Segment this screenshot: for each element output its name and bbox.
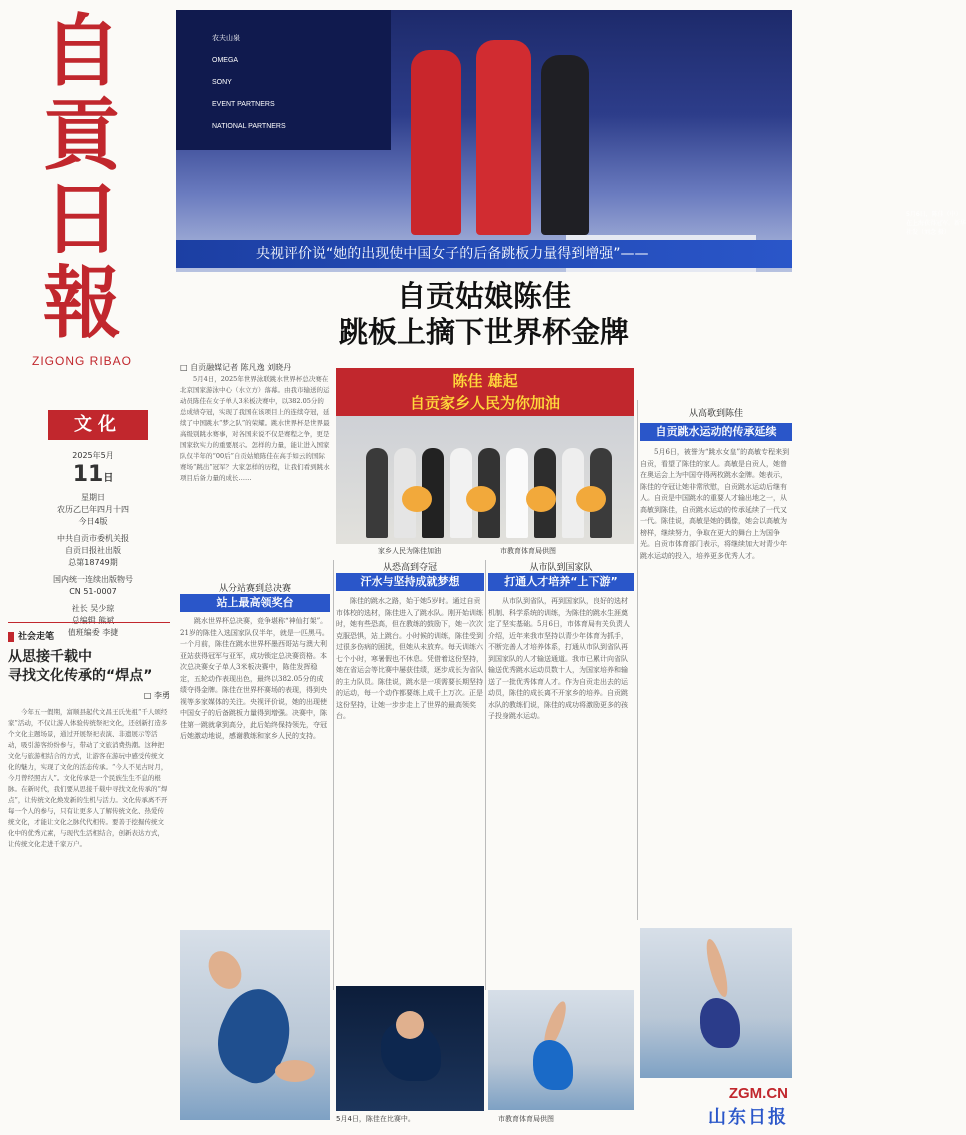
issue-org1: 中共自贡市委机关报 bbox=[57, 534, 129, 543]
section-d-kicker: 从高歌到陈佳 bbox=[688, 409, 743, 419]
diver-legs bbox=[275, 1060, 315, 1082]
masthead-char-1: 自 bbox=[42, 6, 121, 97]
group-photo-caption: 家乡人民为陈佳加油 bbox=[378, 547, 441, 555]
diver-legs bbox=[702, 937, 731, 999]
issue-duty: 值班编委 李捷 bbox=[67, 628, 119, 637]
masthead-pinyin: ZIGONG RIBAO bbox=[31, 354, 132, 368]
masthead-char-3: 日 bbox=[42, 174, 121, 265]
issue-org2: 自贡日报社出版 bbox=[65, 546, 121, 555]
group-person bbox=[506, 448, 528, 538]
issue-day: 11 bbox=[72, 462, 104, 487]
left-article-title-line1: 从思接千载中 bbox=[8, 649, 92, 665]
diving-photo-3 bbox=[488, 990, 634, 1110]
bottom-caption-right: 市教育体育局供图 bbox=[498, 1115, 554, 1123]
headline-banner: 央视评价说“她的出现使中国女子的后备跳板力量得到增强”—— bbox=[176, 240, 792, 268]
top-photo-caption: 5月6日，陈佳（中）在上海获得冠军。新华社发（刘念 摄） bbox=[906, 211, 966, 236]
column-divider bbox=[637, 400, 638, 920]
masthead-char-2: 貢 bbox=[42, 90, 121, 181]
top-photo bbox=[176, 10, 966, 272]
section-label: 文化 bbox=[48, 410, 148, 440]
issue-weekday: 星期日 bbox=[81, 493, 105, 502]
sponsor-logo-4: EVENT PARTNERS bbox=[212, 101, 275, 108]
byline: □ 自贡融媒记者 陈凡逸 刘晓丹 bbox=[180, 363, 292, 372]
diver-body bbox=[700, 998, 740, 1048]
group-photo-banner bbox=[336, 368, 634, 416]
section-a-text-wrap bbox=[180, 616, 330, 918]
section-c-text-wrap bbox=[488, 596, 634, 986]
left-article-tag: 社会走笔 bbox=[8, 629, 170, 642]
section-b-text: 陈佳的跳水之路，始于她5岁时。通过自贡市体校的选材，陈佳进入了跳水队。刚开始训练时，她有些恐高，但在教练的鼓励下，她一次次克服恐惧，站上跳台。小时候的训练，陈佳受到过很多伤病的困扰，但她从未放弃。每天训练六七个小时，寒暑假也不休息。凭借着这份坚持，她在省运会等比赛中屡获佳绩，逐步成长为省队的主力队员。陈佳说，跳水是一项需要长期坚持的运动，每一个动作都要练上成千上万次。正是这份坚持，让她一步步走上了世界的最高领奖台。 bbox=[336, 597, 483, 720]
section-d-text: 5月6日，被誉为“跳水女皇”的高敏专程来到自贡，看望了陈佳的家人。高敏是自贡人，她曾在奥运会上为中国夺得两枚跳水金牌。她表示，陈佳的夺冠让她非常欣慰，自贡跳水运动后继有人。自贡是中国跳水的重要人才输出地之一，从高敏到陈佳，自贡跳水运动的传承延续了一代又一代。陈佳说，高敏是她的偶像，她会以高敏为榜样，继续努力，争取在更大的舞台上为国争光。自贡市体育部门表示，将继续加大对青少年跳水运动的投入，培养更多优秀人才。 bbox=[640, 448, 790, 560]
footer-site-logo: ZGM.CN bbox=[728, 1085, 788, 1102]
section-d bbox=[640, 406, 792, 947]
section-c-kicker: 从市队到国家队 bbox=[529, 563, 593, 573]
flower-bouquet bbox=[466, 486, 496, 512]
section-b-head: 汗水与坚持成就梦想 bbox=[336, 573, 484, 591]
section-a-text: 跳水世界杯总决赛，竞争堪称“神仙打架”。21岁的陈佳入选国家队仅半年，就是一匹黑马。一个月前，陈佳在跳水世界杯墨西哥站与澳大利亚站获得冠军与亚军，成功锁定总决赛资格。本次总决赛女子单人3米板决赛中，陈佳发挥稳定，五轮动作表现出色，最终以382.05分的成绩夺得金牌。陈佳在世界杯赛场的表现，得到央视等多家媒体的关注。央视评价说，她的出现使中国女子的后备跳板力量得到增强。决赛中，陈佳第一跳就拿到高分，此后始终保持领先，夺冠后她激动地说，感谢教练和家乡人民的支持。 bbox=[180, 617, 329, 740]
diving-photo-2 bbox=[336, 986, 484, 1111]
section-b-text-wrap bbox=[336, 596, 484, 918]
column-divider bbox=[485, 560, 486, 990]
flower-bouquet bbox=[526, 486, 556, 512]
athlete-left bbox=[411, 50, 461, 235]
sponsor-logo-5: NATIONAL PARTNERS bbox=[212, 123, 286, 130]
sponsor-logo-1: 农夫山泉 bbox=[212, 35, 240, 42]
left-article-body: 今年五一假期，富顺县起代文昌王氏先祖“千人颂经家”活动，不仅让游人体验传统祭祀文化，还创新打造多个文化主题场景，通过开展祭祀表演、非遗展示等活动，吸引游客纷纷参与，带动了文旅消费热潮。这种把文化与旅游相结合的方式，让游客在游玩中感受传统文化的魅力，实现了文化的活态传承。“今人不见古时月，今月曾经照古人”。文化传承是一个民族生生不息的根脉。在新时代，我们要从思接千载中寻找文化传承的“焊点”，让传统文化焕发新的生机与活力。文化传承离不开每一个人的参与，只有让更多人了解传统文化、热爱传统文化，才能让文化之脉代代相传。要善于挖掘传统文化中的优秀元素，与现代生活相结合，创新表达方式，让传统文化走进千家万户。 bbox=[8, 708, 168, 848]
issue-president: 社长 吴少琼 bbox=[71, 604, 115, 613]
issue-serial: 总第18749期 bbox=[68, 558, 118, 567]
athlete-right bbox=[541, 55, 589, 235]
issue-info bbox=[28, 450, 158, 639]
section-b-kicker: 从恐高到夺冠 bbox=[382, 563, 437, 573]
section-d-head: 自贡跳水运动的传承延续 bbox=[640, 423, 792, 441]
section-a-kicker: 从分站赛到总决赛 bbox=[218, 584, 291, 594]
issue-lunar: 农历乙巳年四月十四 bbox=[57, 505, 129, 514]
flower-bouquet bbox=[402, 486, 432, 512]
group-photo-credit: 市教育体育局供图 bbox=[500, 547, 556, 555]
issue-date-line: 2025年5月 bbox=[72, 451, 114, 460]
group-banner-line2: 自贡家乡人民为你加油 bbox=[409, 394, 560, 412]
sponsor-logo-3: SONY bbox=[212, 79, 232, 86]
athlete-center bbox=[476, 40, 531, 235]
headline-line1: 自贡姑娘陈佳 bbox=[396, 279, 571, 313]
issue-pages: 今日4版 bbox=[78, 517, 108, 526]
group-person bbox=[366, 448, 388, 538]
footer-watermark bbox=[650, 1085, 792, 1129]
issue-cn-label: 国内统一连续出版物号 bbox=[53, 575, 133, 584]
left-article bbox=[8, 622, 170, 1127]
lead-body: 5月4日，2025年世界泳联跳水世界杯总决赛在北京国家游泳中心（水立方）落幕。由我市输送的运动员陈佳在女子单人3米板决赛中，以382.05分的总成绩夺冠，实现了我国在该项目上的连续夺冠，延续了中国跳水“梦之队”的荣耀。跳水世界杯是世界最高级别跳水赛事，对各国来说不仅是赛程之争，更是国家软实力的重要展示。怎样的力量，能让进入国家队仅半年的“00后”自贡姑娘陈佳在高手如云的国际赛场“跳出”冠军？大家怎样的历程，让我们看到跳水项目后备力量的成长…… bbox=[180, 375, 330, 482]
bottom-caption-left: 5月4日，陈佳在比赛中。 bbox=[336, 1115, 415, 1123]
diving-photo-1 bbox=[180, 930, 330, 1120]
issue-day-unit: 日 bbox=[103, 473, 114, 484]
section-d-text-wrap bbox=[640, 447, 792, 947]
left-article-title-line2: 寻找文化传承的“焊点” bbox=[8, 668, 153, 684]
section-c-head: 打通人才培养“上下游” bbox=[488, 573, 634, 591]
flower-bouquet bbox=[576, 486, 606, 512]
issue-editor: 总编辑 熊斌 bbox=[71, 616, 115, 625]
lead-text bbox=[180, 374, 330, 574]
diving-photo-4 bbox=[640, 928, 792, 1078]
sponsor-logos bbox=[212, 28, 352, 138]
group-banner-line1: 陈佳 雄起 bbox=[452, 372, 518, 390]
masthead-char-4: 報 bbox=[42, 258, 121, 349]
footer-brand-logo: 山东日报 bbox=[708, 1107, 788, 1128]
left-article-title bbox=[8, 648, 170, 686]
section-c-text: 从市队到省队，再到国家队，良好的选材机制、科学系统的训练，为陈佳的跳水生涯奠定了坚实基础。5月6日，市体育局有关负责人介绍，近年来我市坚持以青少年体育为抓手，不断完善人才培养体系，打通从市队到省队再到国家队的人才输送通道。我市已累计向省队输送优秀跳水运动员数十人，为国家培养和输送了一批优秀体育人才。作为自贡走出去的运动员，陈佳的成长离不开家乡的培养。自贡跳水队的教练们说，陈佳的成功将激励更多的孩子投身跳水运动。 bbox=[488, 597, 630, 720]
headline-line2: 跳板上摘下世界杯金牌 bbox=[338, 315, 629, 349]
masthead bbox=[12, 6, 152, 430]
section-a-head: 站上最高领奖台 bbox=[180, 594, 330, 612]
diver-head bbox=[396, 1011, 424, 1039]
diver-body bbox=[533, 1040, 573, 1090]
issue-cn-code: CN 51-0007 bbox=[69, 587, 117, 596]
diver-arms bbox=[202, 945, 248, 995]
column-divider bbox=[333, 560, 334, 990]
headline bbox=[176, 278, 792, 350]
left-article-author: □ 李勇 bbox=[143, 691, 170, 700]
group-photo bbox=[336, 368, 634, 544]
sponsor-logo-2: OMEGA bbox=[212, 57, 239, 64]
